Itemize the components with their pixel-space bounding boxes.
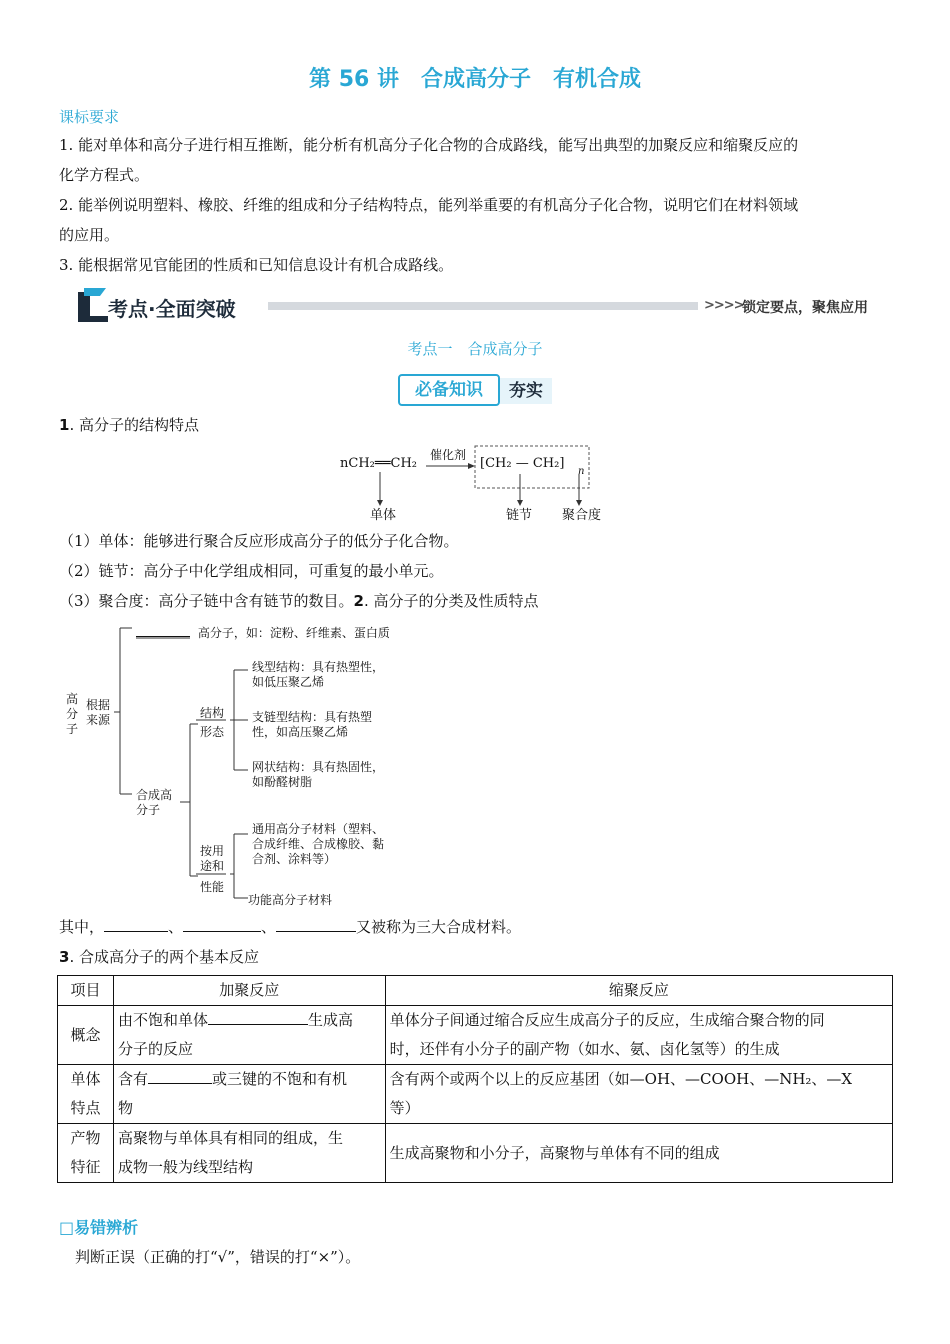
natural-blank [136, 622, 190, 637]
cell-text: 由不饱和单体 [117, 1011, 208, 1029]
reaction-table [57, 975, 893, 1183]
blank-bond [148, 1069, 212, 1084]
tree-root-char: 分 [66, 707, 79, 721]
def-line-3 [59, 586, 539, 616]
cell-text: 单体 [70, 1070, 101, 1088]
def-line: （2）链节：高分子中化学组成相同，可重复的最小单元。 [59, 562, 444, 580]
blank-2 [183, 917, 261, 932]
curriculum-label: 课标要求 [59, 108, 120, 126]
label-unit: 链节 [506, 508, 533, 523]
banner-subtitle: 锁定要点，聚焦应用 [742, 300, 868, 316]
sec2-num: 2 [353, 592, 364, 610]
cell-text: 生成高 [307, 1011, 353, 1029]
tree-by-source [86, 698, 110, 728]
tree-synthetic [136, 788, 172, 818]
sec1-heading [59, 414, 199, 435]
curriculum-line: 的应用。 [59, 226, 120, 244]
def-3: （3）聚合度：高分子链中含有链节的数目。 [59, 592, 354, 610]
tree-network [252, 760, 384, 790]
tree-network-line: 网状结构：具有热固性， [252, 760, 385, 774]
table-cell-add [113, 1065, 385, 1124]
table-cell-add [113, 1124, 385, 1183]
sec1-text: . 高分子的结构特点 [69, 416, 199, 434]
tree-general [252, 822, 384, 867]
error-analysis-label: □易错辨析 [59, 1218, 139, 1237]
sep: 、 [261, 918, 277, 936]
table-header-row [58, 976, 893, 1006]
table-row [58, 1065, 893, 1124]
tree-linear-line: 线型结构：具有热塑性， [252, 660, 385, 674]
cell-text: 等） [389, 1099, 420, 1117]
table-cell-cond [385, 1124, 892, 1183]
badge-right: 夯实 [500, 378, 552, 404]
curriculum-list [59, 130, 889, 280]
knowledge-badge [398, 374, 558, 406]
table-row [58, 1006, 893, 1065]
table-cell-item [58, 1006, 114, 1065]
tree-root-char: 高 [66, 692, 79, 706]
cell-text: 成物一般为线型结构 [117, 1158, 253, 1176]
cell-text: 单体分子间通过缩合反应生成高分子的反应，生成缩合聚合物的同 [389, 1011, 825, 1029]
page-title: 第 56 讲 合成高分子 有机合成 [309, 67, 641, 92]
three-synthetic-suffix: 又被称为三大合成材料。 [356, 918, 522, 936]
tree-linear [252, 660, 384, 690]
sec1-num: 1 [59, 416, 70, 434]
tree-structure-line: 结构 [200, 706, 225, 720]
blank-3 [276, 917, 356, 932]
sec3-text: . 合成高分子的两个基本反应 [69, 948, 259, 966]
cell-text: 时，还伴有小分子的副产物（如水、氨、卤化氢等）的生成 [389, 1040, 780, 1058]
table-cell-item [58, 1065, 114, 1124]
blank-monomer [208, 1010, 308, 1025]
badge-left: 必备知识 [398, 374, 500, 406]
polymer-diagram [338, 442, 628, 522]
cell-text: 生成高聚物和小分子，高聚物与单体有不同的组成 [389, 1143, 720, 1162]
table-row [58, 1124, 893, 1183]
banner-arrows: >>>> [704, 298, 744, 313]
tree-general-line: 通用高分子材料（塑料、 [252, 822, 385, 836]
table-cell-add [113, 1006, 385, 1065]
tree-by-use [200, 844, 224, 895]
section-banner [78, 288, 878, 324]
cell-text: 物 [117, 1099, 133, 1117]
three-synthetic-line [59, 912, 521, 942]
point-title: 考点一 合成高分子 [407, 340, 543, 358]
tree-functional: 功能高分子材料 [248, 893, 333, 907]
tree-structure [200, 706, 224, 740]
tree-root-char: 子 [66, 722, 79, 736]
tree-by-use-line: 途和 [200, 859, 225, 873]
tree-natural [136, 622, 390, 641]
tree-by-use-line: 性能 [200, 880, 225, 894]
blank-1 [104, 917, 168, 932]
def-line: （1）单体：能够进行聚合反应形成高分子的低分子化合物。 [59, 532, 459, 550]
tree-root [66, 692, 78, 737]
reactant-formula: nCH₂══CH₂ [340, 456, 418, 471]
table-cell-cond [385, 1065, 892, 1124]
def-list [59, 526, 539, 616]
sec3-heading [59, 946, 259, 967]
table-header: 项目 [58, 976, 114, 1006]
tree-natural-text: 高分子，如：淀粉、纤维素、蛋白质 [197, 626, 390, 640]
table-header: 缩聚反应 [385, 976, 892, 1006]
curriculum-line: 1. 能对单体和高分子进行相互推断，能分析有机高分子化合物的合成路线，能写出典型的加聚反应和缩聚反应的 [59, 136, 799, 154]
cell-text: 概念 [70, 1025, 101, 1044]
tree-branched-line: 支链型结构：具有热塑 [252, 710, 373, 724]
cell-text: 或三键的不饱和有机 [211, 1070, 347, 1088]
cell-text: 特点 [70, 1099, 101, 1117]
tree-synthetic-line: 分子 [136, 803, 161, 817]
classification-tree [62, 616, 422, 912]
product-formula: [CH₂ — CH₂] [480, 456, 565, 471]
cell-text: 含有两个或两个以上的反应基团（如—OH、—COOH、—NH₂、—X [389, 1070, 853, 1088]
tree-general-line: 合成纤维、合成橡胶、黏 [252, 837, 385, 851]
table-header: 加聚反应 [113, 976, 385, 1006]
tree-by-use-line: 按用 [200, 844, 225, 858]
sec2-text: . 高分子的分类及性质特点 [363, 592, 539, 610]
label-monomer: 单体 [370, 508, 397, 523]
cell-text: 分子的反应 [117, 1040, 193, 1058]
curriculum-line: 2. 能举例说明塑料、橡胶、纤维的组成和分子结构特点，能列举重要的有机高分子化合物，说明它们在材料领域 [59, 196, 799, 214]
sec3-num: 3 [59, 948, 70, 966]
tree-branched [252, 710, 372, 740]
curriculum-line: 化学方程式。 [59, 166, 150, 184]
sep: 、 [168, 918, 184, 936]
cell-text: 产物 [70, 1129, 101, 1147]
tree-linear-line: 如低压聚乙烯 [252, 675, 325, 689]
tree-structure-line: 形态 [200, 725, 225, 739]
product-subscript: n [578, 466, 585, 477]
cell-text: 特征 [70, 1158, 101, 1176]
catalyst-label: 催化剂 [430, 448, 467, 462]
error-analysis-instruction: 判断正误（正确的打“√”，错误的打“×”）。 [75, 1248, 361, 1266]
tree-network-line: 如酚醛树脂 [252, 775, 313, 789]
three-synthetic-prefix: 其中， [59, 918, 105, 936]
table-cell-item [58, 1124, 114, 1183]
tree-synthetic-line: 合成高 [136, 788, 173, 802]
tree-by-source-line: 来源 [86, 713, 111, 727]
label-degree: 聚合度 [562, 508, 602, 523]
tree-by-source-line: 根据 [86, 698, 111, 712]
curriculum-line: 3. 能根据常见官能团的性质和已知信息设计有机合成路线。 [59, 256, 454, 274]
tree-general-line: 合剂、涂料等） [252, 852, 337, 866]
cell-text: 高聚物与单体具有相同的组成，生 [117, 1129, 343, 1147]
table-cell-cond [385, 1006, 892, 1065]
banner-title: 考点·全面突破 [108, 297, 236, 321]
cell-text: 含有 [117, 1070, 148, 1088]
tree-branched-line: 性，如高压聚乙烯 [252, 725, 349, 739]
